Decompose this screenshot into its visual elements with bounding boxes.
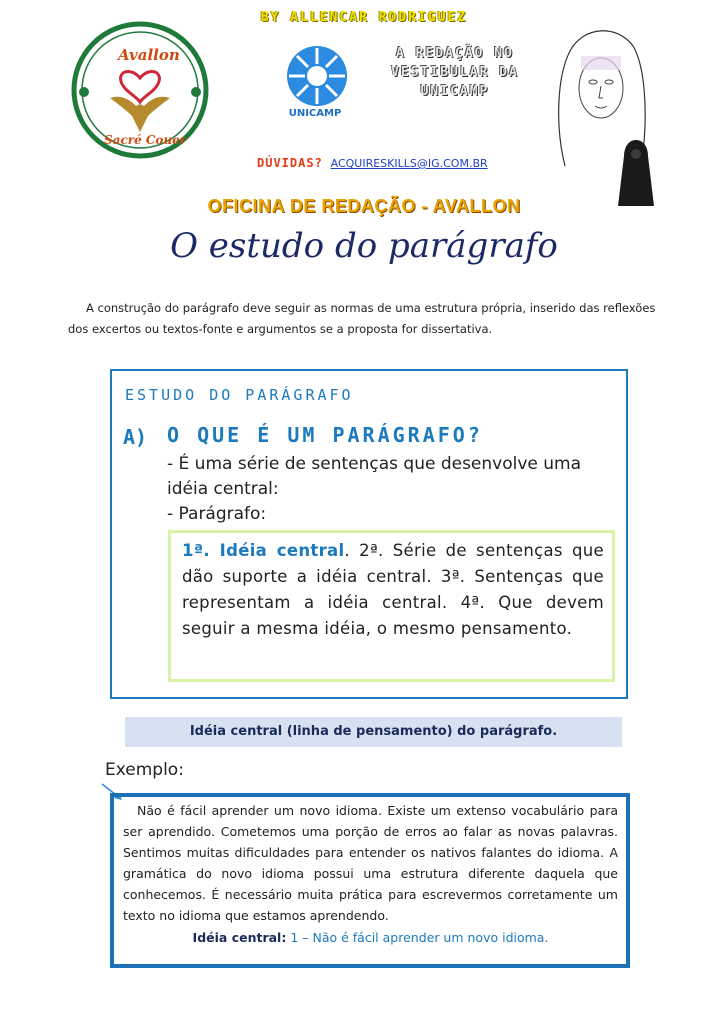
intro-paragraph: A construção do parágrafo deve seguir as normas de uma estrutura própria, inserido das reflexões dos excertos ou textos-fonte e argumentos se a proposta for dissertativa. (68, 301, 656, 336)
logo-text-top: Avallon (118, 46, 180, 64)
page-title: O estudo do parágrafo (170, 226, 558, 266)
exemplo-central (123, 930, 618, 945)
definition-line-2: - Parágrafo: (167, 504, 267, 524)
duvidas-label: DÚVIDAS? (257, 156, 323, 170)
duvidas-line (257, 156, 488, 170)
byline: BY ALLENCAR RODRIGUEZ (260, 10, 468, 25)
avallon-logo (70, 20, 210, 160)
duvidas-email-link[interactable]: ACQUIRESKILLS@IG.COM.BR (330, 157, 488, 170)
exemplo-label: Exemplo: (105, 760, 184, 780)
question-text: O QUE É UM PARÁGRAFO? (167, 423, 483, 447)
paragraph-rest: . 2ª. Série de sentenças que dão suporte a idéia central. 3ª. Sentenças que representam a idéia central. 4ª. Que devem seguir a mesma idéia, o mesmo pensamento. (182, 541, 604, 638)
ideia-central-bar-text: Idéia central (linha de pensamento) do parágrafo. (189, 724, 558, 739)
paragraph-highlight: 1ª. Idéia central (182, 541, 345, 560)
paragraph-structure-text (182, 538, 604, 642)
estudo-heading: ESTUDO DO PARÁGRAFO (125, 386, 354, 404)
definition-line-1: - É uma série de sentenças que desenvolve uma idéia central: (167, 454, 582, 499)
unicamp-label: UNICAMP (288, 108, 342, 119)
exemplo-central-label: Idéia central: (192, 930, 287, 945)
logo-text-bottom: Sacré Couer (104, 133, 187, 147)
question-letter: A) (123, 425, 148, 449)
exemplo-text: Não é fácil aprender um novo idioma. Existe um extenso vocabulário para ser aprendido. Cometemos uma porção de erros ao falar as novas palavras. Sentimos muitas dificuldades para entender os nativos falantes do idioma. A gramática do novo idioma possui uma estrutura diferente daquela que conhecemos. É necessário muita prática para escrevermos corretamente um texto no idioma que estamos aprendendo. (123, 803, 618, 923)
definition (167, 452, 617, 527)
exemplo-central-value: 1 – Não é fácil aprender um novo idioma. (290, 930, 549, 945)
oficina-title: OFICINA DE REDAÇÃO - AVALLON (207, 196, 521, 216)
redacao-title: A REDAÇÃO NO VESTIBULAR DA UNICAMP (391, 46, 519, 99)
